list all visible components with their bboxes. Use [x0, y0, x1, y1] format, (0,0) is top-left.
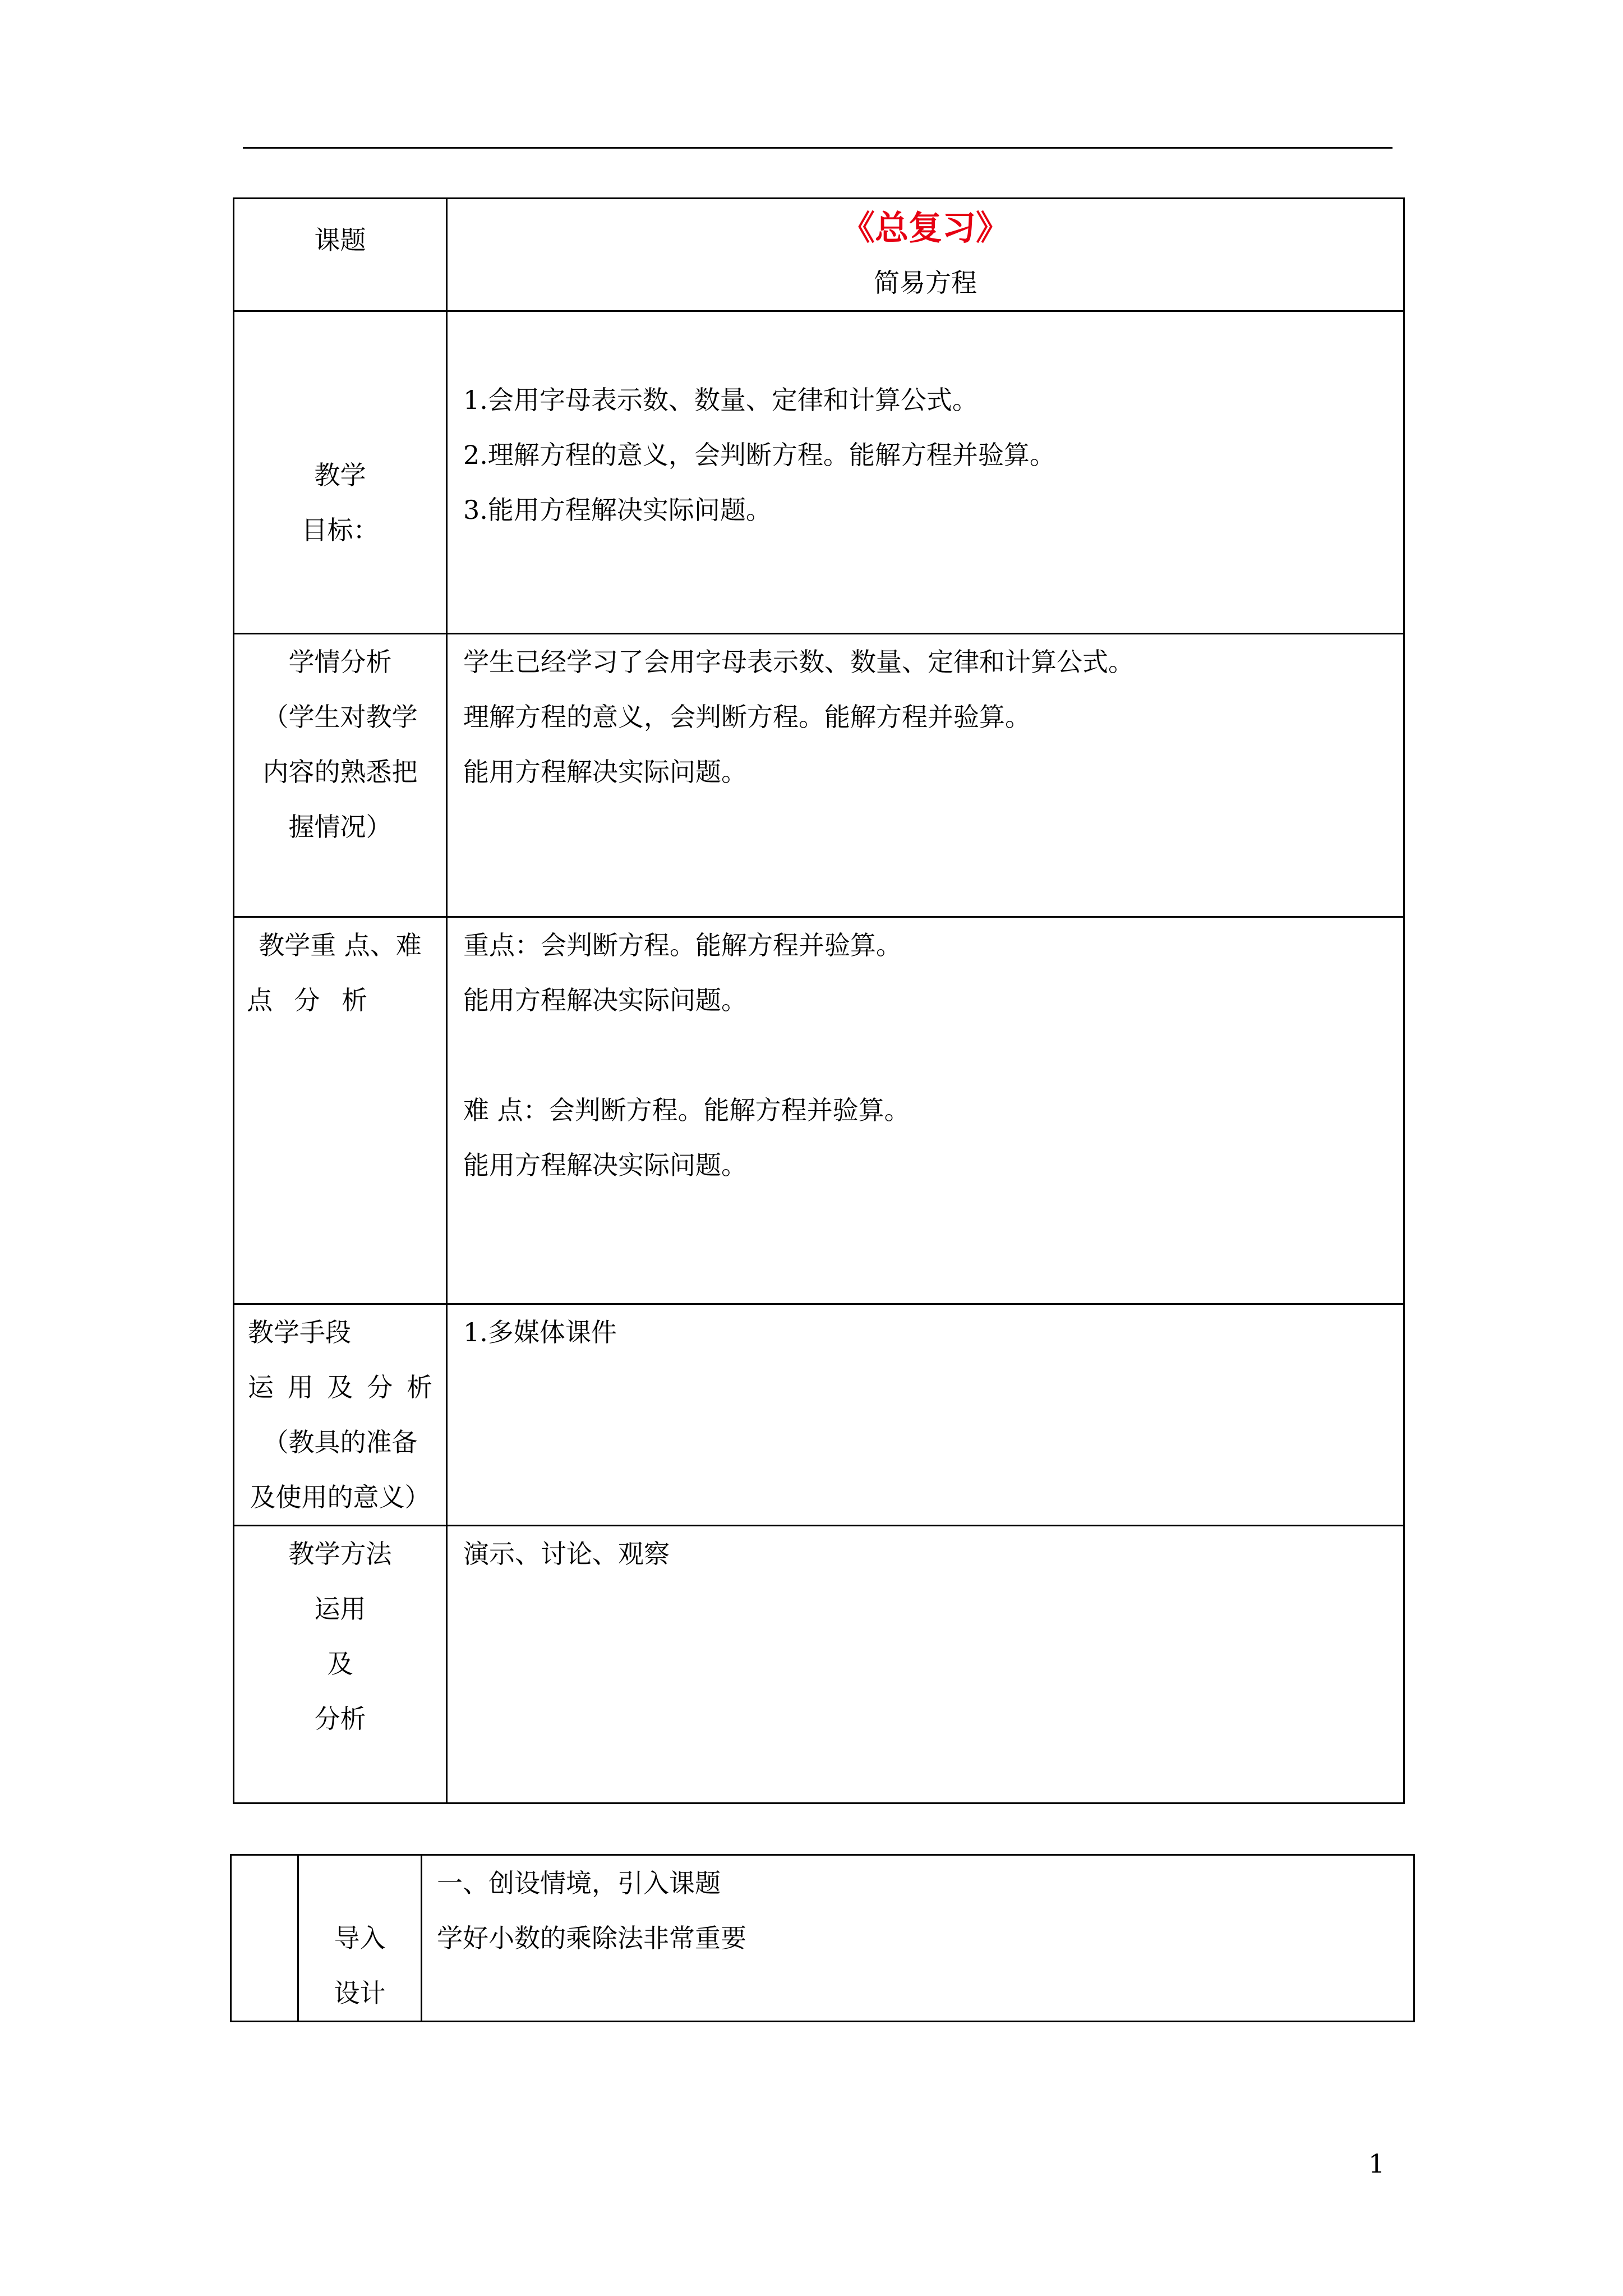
keypoints-label-char: 点 [247, 985, 273, 1015]
analysis-line: 理解方程的意义，会判断方程。能解方程并验算。 [463, 702, 1031, 732]
method-label: 教学方法 [288, 1539, 392, 1569]
row-intro [231, 1855, 1414, 2022]
keypoints-label-char: 析 [342, 985, 367, 1015]
row-goals [234, 311, 1404, 634]
analysis-line: 学生已经学习了会用字母表示数、数量、定律和计算公式。 [463, 647, 1134, 677]
intro-line: 学好小数的乘除法非常重要 [437, 1923, 746, 1953]
goal-item: 1.会用字母表示数、数量、定律和计算公式。 [463, 385, 978, 415]
goal-item: 3.能用方程解决实际问题。 [463, 495, 772, 525]
row-keypoints [234, 917, 1404, 1304]
intro-label-1: 导入 [334, 1923, 386, 1953]
goals-label-cell [234, 311, 447, 634]
means-label-char: 析 [407, 1372, 432, 1402]
keypoints-content-cell [447, 917, 1404, 1304]
analysis-label: 学情分析 [288, 647, 392, 677]
lesson-plan-table [233, 197, 1405, 1804]
row-method [234, 1526, 1404, 1803]
goals-content-cell [447, 311, 1404, 634]
topic-subtitle: 简易方程 [874, 268, 977, 298]
analysis-content-cell [447, 634, 1404, 917]
means-label-char: 用 [287, 1372, 313, 1402]
topic-content-cell [447, 199, 1404, 311]
topic-title: 《总复习》 [841, 209, 1009, 248]
goals-label-2: 目标： [301, 515, 379, 545]
analysis-label: （学生对教学 [262, 702, 418, 732]
goals-label-1: 教学 [314, 460, 366, 490]
keypoint-line: 重点：会判断方程。能解方程并验算。 [463, 930, 902, 960]
means-content-cell [447, 1304, 1404, 1526]
means-label-char: 分 [367, 1372, 393, 1402]
keypoints-label-char: 分 [294, 985, 320, 1015]
topic-label-cell [234, 199, 447, 311]
topic-label: 课题 [314, 225, 366, 255]
page-number: 1 [1368, 2148, 1385, 2179]
header-rule [243, 147, 1393, 149]
analysis-line: 能用方程解决实际问题。 [463, 757, 747, 787]
keypoint-line: 难 点：会判断方程。能解方程并验算。 [463, 1095, 910, 1125]
means-label-4: 及使用的意义） [250, 1482, 431, 1512]
means-label-cell [234, 1304, 447, 1526]
row-means [234, 1304, 1404, 1526]
analysis-label-cell [234, 634, 447, 917]
method-label-cell [234, 1526, 447, 1803]
row-topic [234, 199, 1404, 311]
means-label-1: 教学手段 [248, 1317, 351, 1347]
intro-label-2: 设计 [334, 1978, 386, 2008]
means-label-2 [234, 1360, 446, 1415]
means-line: 1.多媒体课件 [463, 1317, 617, 1347]
method-label: 及 [327, 1649, 353, 1679]
method-label: 分析 [314, 1704, 366, 1734]
intro-line: 一、创设情境，引入课题 [437, 1868, 721, 1898]
keypoints-label-1: 教学重 点、难 [259, 930, 422, 960]
intro-design-table [230, 1854, 1415, 2022]
means-label-char: 运 [248, 1372, 274, 1402]
means-label-char: 及 [327, 1372, 353, 1402]
analysis-label: 内容的熟悉把 [262, 757, 418, 787]
method-content-cell [447, 1526, 1404, 1803]
goal-item: 2.理解方程的意义，会判断方程。能解方程并验算。 [463, 440, 1055, 470]
keypoint-line: 能用方程解决实际问题。 [463, 1150, 747, 1180]
keypoints-label-cell [234, 917, 447, 1304]
row-analysis [234, 634, 1404, 917]
analysis-label: 握情况） [288, 812, 392, 842]
means-label-3: （教具的准备 [262, 1427, 418, 1457]
intro-content-cell [422, 1855, 1414, 2022]
keypoint-line: 能用方程解决实际问题。 [463, 985, 747, 1015]
keypoints-label-2 [234, 973, 446, 1028]
intro-blank-cell [231, 1855, 298, 2022]
method-line: 演示、讨论、观察 [463, 1539, 670, 1569]
method-label: 运用 [314, 1594, 366, 1624]
intro-label-cell [298, 1855, 422, 2022]
